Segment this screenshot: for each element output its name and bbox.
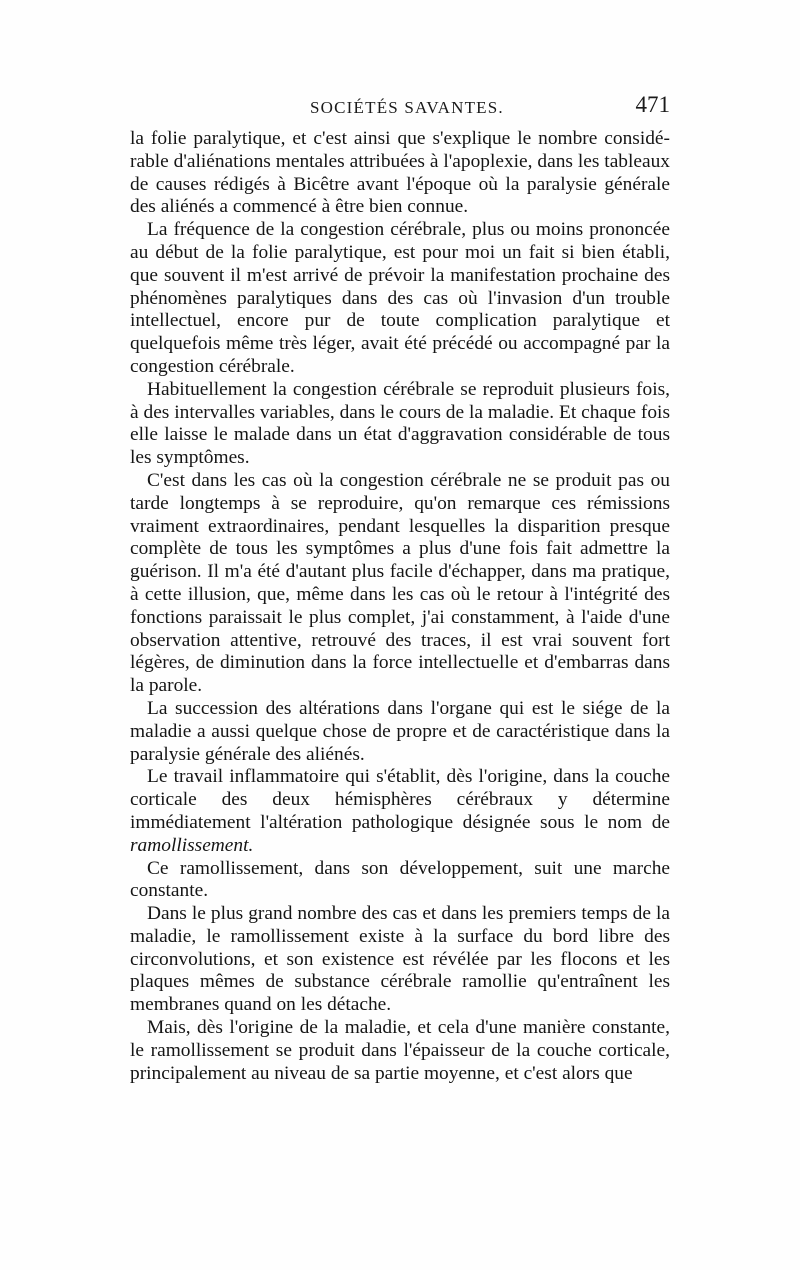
paragraph-with-term xyxy=(130,766,670,857)
paragraph: La succession des altérations dans l'organe qui est le siége de la maladie a aussi quelque chose de propre et de caractéristique dans la paralysie générale des aliénés. xyxy=(130,697,670,765)
page-number: 471 xyxy=(635,92,670,117)
paragraph: La fréquence de la congestion cérébrale, plus ou moins prononcée au début de la folie paralytique, est pour moi un fait si bien établi, que souvent il m'est arrivé de prévoir la manifestation prochaine des phénomènes paralytiques dans des cas où l'invasion d'un trouble intellectuel, encore pur de toute complication paralytique et quelquefois même très léger, avait été précédé ou accompagné par la congestion cérébrale. xyxy=(130,219,670,377)
italic-term: ramollissement. xyxy=(130,834,254,856)
paragraph: la folie paralytique, et c'est ainsi que s'explique le nombre considérable d'aliénations mentales attribuées à l'apoplexie, dans les tableaux de causes rédigés à Bicêtre avant l'époque où la paralysie générale des aliénés a commencé à être bien connue. xyxy=(130,128,670,218)
body-text xyxy=(130,128,670,1085)
paragraph: Dans le plus grand nombre des cas et dans les premiers temps de la maladie, le ramollissement existe à la surface du bord libre des circonvolutions, et son existence est révélée par les flocons et les plaques mêmes de substance cérébrale ramollie qu'entraînent les membranes quand on les détache. xyxy=(130,903,670,1016)
page-header xyxy=(130,92,670,128)
paragraph: C'est dans les cas où la congestion cérébrale ne se produit pas ou tarde longtemps à se reproduire, qu'on remarque ces rémissions vraiment extraordinaires, pendant lesquelles la disparition presque complète de tous les symptômes a plus d'une fois fait admettre la guérison. Il m'a été d'autant plus facile d'échapper, dans ma pratique, à cette illusion, que, même dans les cas où le retour à l'intégrité des fonctions paraissait le plus complet, j'ai constamment, à l'aide d'une observation attentive, retrouvé des traces, il est vrai souvent fort légères, de diminution dans la force intellectuelle et d'embarras dans la parole. xyxy=(130,469,670,697)
paragraph: Ce ramollissement, dans son développement, suit une marche constante. xyxy=(130,857,670,902)
running-title: SOCIÉTÉS SAVANTES. xyxy=(310,98,504,117)
paragraph: Mais, dès l'origine de la maladie, et cela d'une manière constante, le ramollissement se produit dans l'épaisseur de la couche corticale, principalement au niveau de sa partie moyenne, et c'est alors que xyxy=(130,1017,670,1084)
paragraph: Habituellement la congestion cérébrale se reproduit plusieurs fois, à des intervalles variables, dans le cours de la maladie. Et chaque fois elle laisse le malade dans un état d'aggravation considérable de tous les symptômes. xyxy=(130,378,670,469)
paragraph-text: Le travail inflammatoire qui s'établit, dès l'origine, dans la couche corticale des deux hémisphères cérébraux y détermine immédiatement l'altération pathologique désignée sous le nom de xyxy=(130,766,670,833)
